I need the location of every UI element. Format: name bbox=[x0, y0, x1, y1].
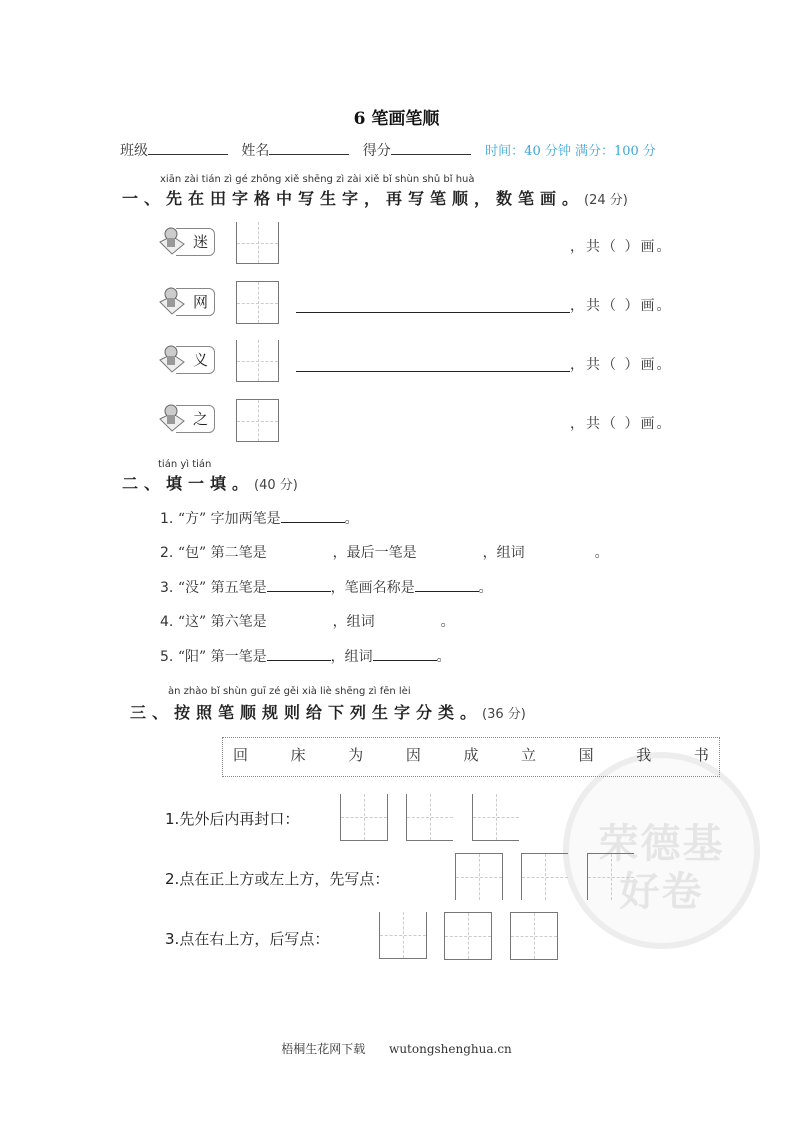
section2-title: 二、填一填。 bbox=[122, 474, 255, 493]
char-badge-wang bbox=[158, 284, 216, 316]
page-title: 6 笔画笔顺 bbox=[353, 109, 440, 129]
character-list-box bbox=[222, 737, 720, 777]
score-label: 得分 bbox=[362, 143, 391, 159]
badge-char: 迷 bbox=[193, 233, 209, 251]
badge-char: 网 bbox=[193, 293, 209, 311]
tianzige-box[interactable] bbox=[236, 222, 279, 264]
class-label: 班级 bbox=[120, 143, 148, 159]
answer-grid-box[interactable] bbox=[340, 794, 388, 841]
student-info-row bbox=[120, 140, 656, 160]
badge-char: 之 bbox=[193, 410, 209, 428]
mascot-icon bbox=[158, 224, 188, 256]
char-item: 国 bbox=[578, 746, 594, 764]
char-item: 成 bbox=[463, 746, 479, 764]
char-item: 书 bbox=[693, 746, 709, 764]
name-field[interactable] bbox=[269, 140, 349, 155]
answer-grid-box[interactable] bbox=[472, 794, 519, 841]
class-field[interactable] bbox=[148, 140, 228, 155]
answer-grid-box[interactable] bbox=[455, 853, 503, 900]
char-item: 回 bbox=[233, 746, 249, 764]
footer-url[interactable]: wutongshenghua.cn bbox=[389, 1042, 512, 1056]
section3-title: 三、按照笔顺规则给下列生字分类。 bbox=[130, 703, 483, 722]
section1-pinyin: xiān zài tián zì gé zhōng xiě shēng zì zài xiě bǐ shùn shǔ bǐ huà bbox=[160, 174, 475, 185]
badge-char: 义 bbox=[193, 351, 209, 369]
watermark-logo: 荣德基 好卷 bbox=[563, 752, 760, 949]
char-badge-zhi bbox=[158, 401, 216, 433]
time-limit-text: 时间：40 分钟 满分：100 分 bbox=[485, 144, 656, 159]
answer-grid-box[interactable] bbox=[444, 912, 492, 960]
question-2: 2. “包” 第二笔是 ，最后一笔是 ，组词 。 bbox=[160, 545, 609, 561]
answer-blank[interactable] bbox=[415, 577, 479, 592]
char-badge-mi bbox=[158, 224, 216, 256]
answer-grid-box[interactable] bbox=[406, 794, 453, 841]
mascot-icon bbox=[158, 342, 188, 374]
stroke-count-text: ，共（ ）画。 bbox=[570, 298, 673, 314]
tianzige-box[interactable] bbox=[236, 281, 279, 324]
answer-grid-box[interactable] bbox=[379, 912, 427, 959]
answer-grid-box[interactable] bbox=[510, 912, 558, 960]
tianzige-box[interactable] bbox=[236, 399, 279, 442]
question-3: 3. “没” 第五笔是 ，笔画名称是 。 bbox=[160, 577, 493, 597]
char-item: 因 bbox=[405, 746, 421, 764]
answer-blank[interactable] bbox=[267, 646, 331, 661]
section1-title: 一、先在田字格中写生字，再写笔顺，数笔画。 bbox=[122, 189, 585, 208]
mascot-icon bbox=[158, 284, 188, 316]
footer bbox=[0, 1040, 793, 1057]
mascot-icon bbox=[158, 401, 188, 433]
answer-blank[interactable] bbox=[373, 646, 437, 661]
char-badge-yi bbox=[158, 342, 216, 374]
rule-3: 3.点在右上方，后写点： bbox=[165, 930, 330, 948]
section3-heading bbox=[130, 700, 526, 723]
section3-score: (36 分) bbox=[482, 707, 526, 722]
answer-grid-box[interactable] bbox=[521, 853, 568, 900]
stroke-count-text: ，共（ ）画。 bbox=[570, 416, 673, 432]
rule-2: 2.点在正上方或左上方，先写点： bbox=[165, 870, 390, 888]
section3-pinyin: àn zhào bǐ shùn guī zé gěi xià liè shēng zì fēn lèi bbox=[168, 686, 411, 697]
section2-pinyin: tián yì tián bbox=[158, 459, 212, 470]
section2-heading bbox=[122, 471, 298, 494]
rule-1: 1.先外后内再封口： bbox=[165, 810, 300, 828]
stroke-order-line[interactable] bbox=[296, 312, 570, 313]
score-field[interactable] bbox=[391, 140, 471, 155]
char-item: 我 bbox=[636, 746, 652, 764]
question-1: 1. “方” 字加两笔是 。 bbox=[160, 508, 359, 528]
section1-score: (24 分) bbox=[584, 193, 628, 208]
footer-site-name: 梧桐生花网下载 bbox=[281, 1042, 366, 1056]
stroke-count-text: ，共（ ）画。 bbox=[570, 357, 673, 373]
section2-score: (40 分) bbox=[254, 478, 298, 493]
tianzige-box[interactable] bbox=[236, 340, 279, 382]
char-item: 立 bbox=[521, 746, 537, 764]
stroke-count-text: ，共（ ）画。 bbox=[570, 239, 673, 255]
answer-blank[interactable] bbox=[267, 577, 331, 592]
question-4: 4. “这” 第六笔是 ，组词 。 bbox=[160, 614, 455, 630]
answer-grid-box[interactable] bbox=[587, 853, 634, 900]
section1-heading bbox=[122, 186, 628, 209]
question-5: 5. “阳” 第一笔是 ，组词 。 bbox=[160, 646, 451, 666]
stroke-order-line[interactable] bbox=[296, 371, 570, 372]
char-item: 床 bbox=[290, 746, 306, 764]
char-item: 为 bbox=[348, 746, 364, 764]
answer-blank[interactable] bbox=[281, 508, 345, 523]
name-label: 姓名 bbox=[241, 143, 270, 159]
